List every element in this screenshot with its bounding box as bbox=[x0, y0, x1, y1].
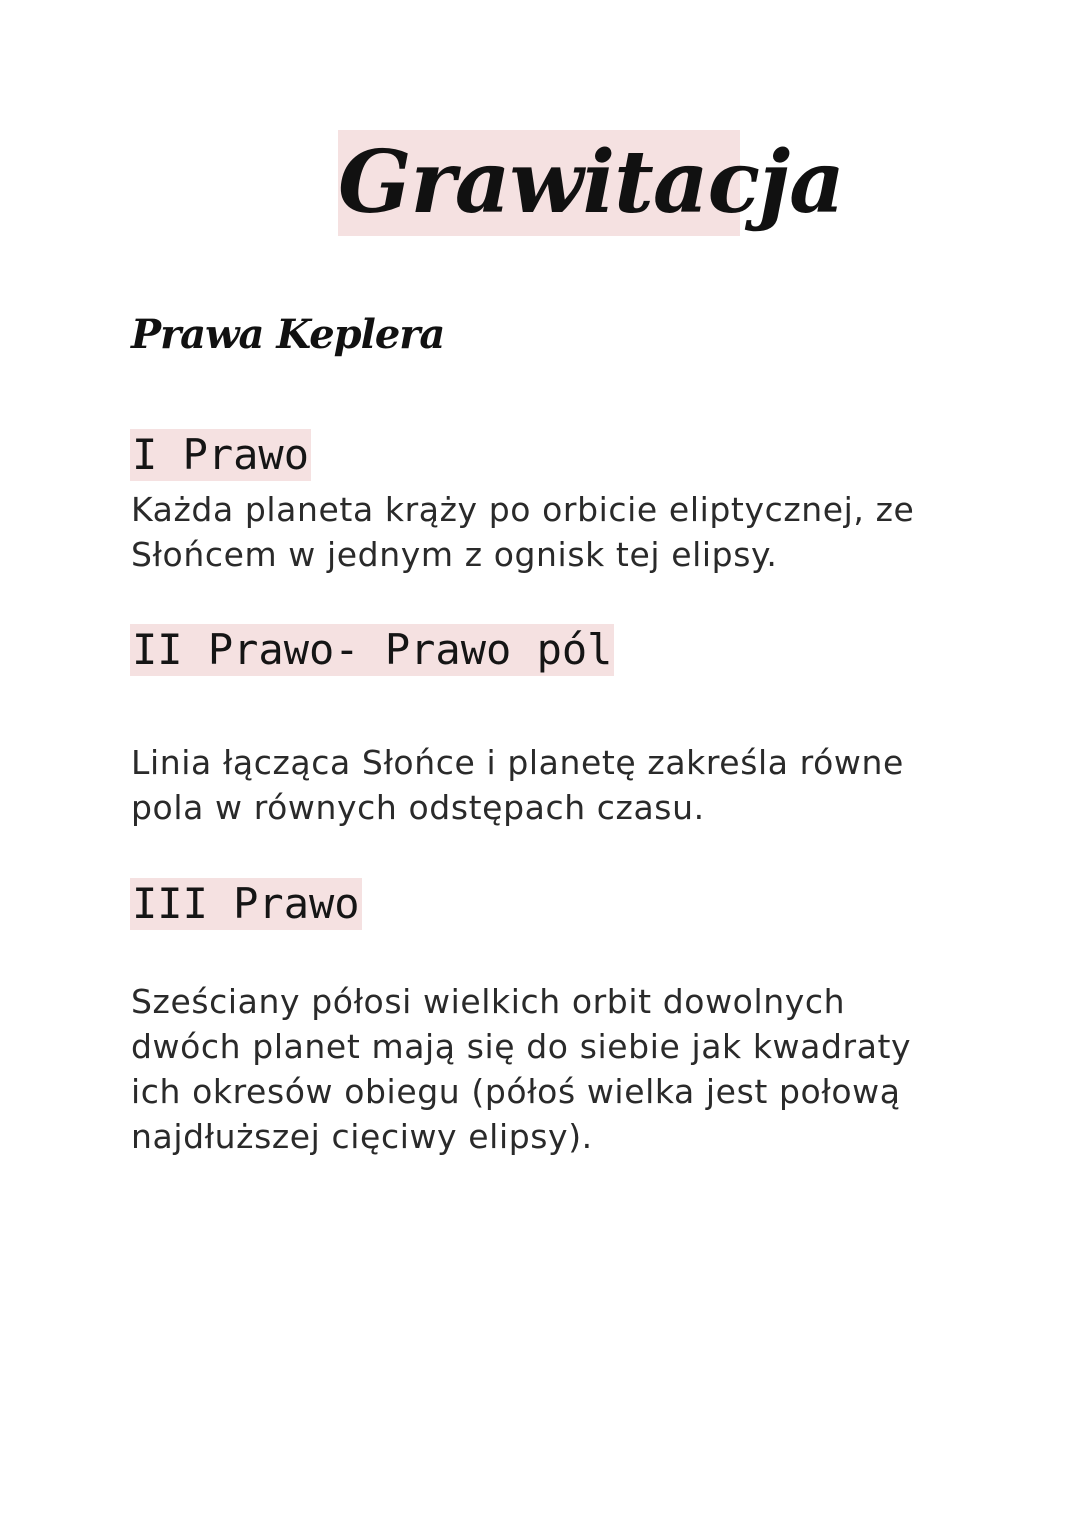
law-1-text bbox=[131, 487, 991, 577]
law-1-heading: I Prawo bbox=[132, 430, 310, 479]
law-3-heading: III Prawo bbox=[132, 879, 360, 928]
law-3-line-3: ich okresów obiegu (półoś wielka jest połową bbox=[131, 1072, 901, 1111]
page-title: Grawitacja bbox=[338, 132, 844, 233]
law-3-text bbox=[131, 979, 991, 1159]
law-2-line-2: pola w równych odstępach czasu. bbox=[131, 788, 705, 827]
section-subtitle: Prawa Keplera bbox=[131, 311, 445, 358]
law-2-heading: II Prawo- Prawo pól bbox=[132, 625, 613, 674]
law-1-line-2: Słońcem w jednym z ognisk tej elipsy. bbox=[131, 535, 778, 574]
law-3-line-1: Sześciany półosi wielkich orbit dowolnych bbox=[131, 982, 846, 1021]
law-3-line-2: dwóch planet mają się do siebie jak kwadraty bbox=[131, 1027, 912, 1066]
law-1-line-1: Każda planeta krąży po orbicie eliptycznej, ze bbox=[131, 490, 915, 529]
law-3-line-4: najdłuższej cięciwy elipsy). bbox=[131, 1117, 593, 1156]
law-2-text bbox=[131, 740, 991, 830]
law-2-line-1: Linia łącząca Słońce i planetę zakreśla równe bbox=[131, 743, 904, 782]
